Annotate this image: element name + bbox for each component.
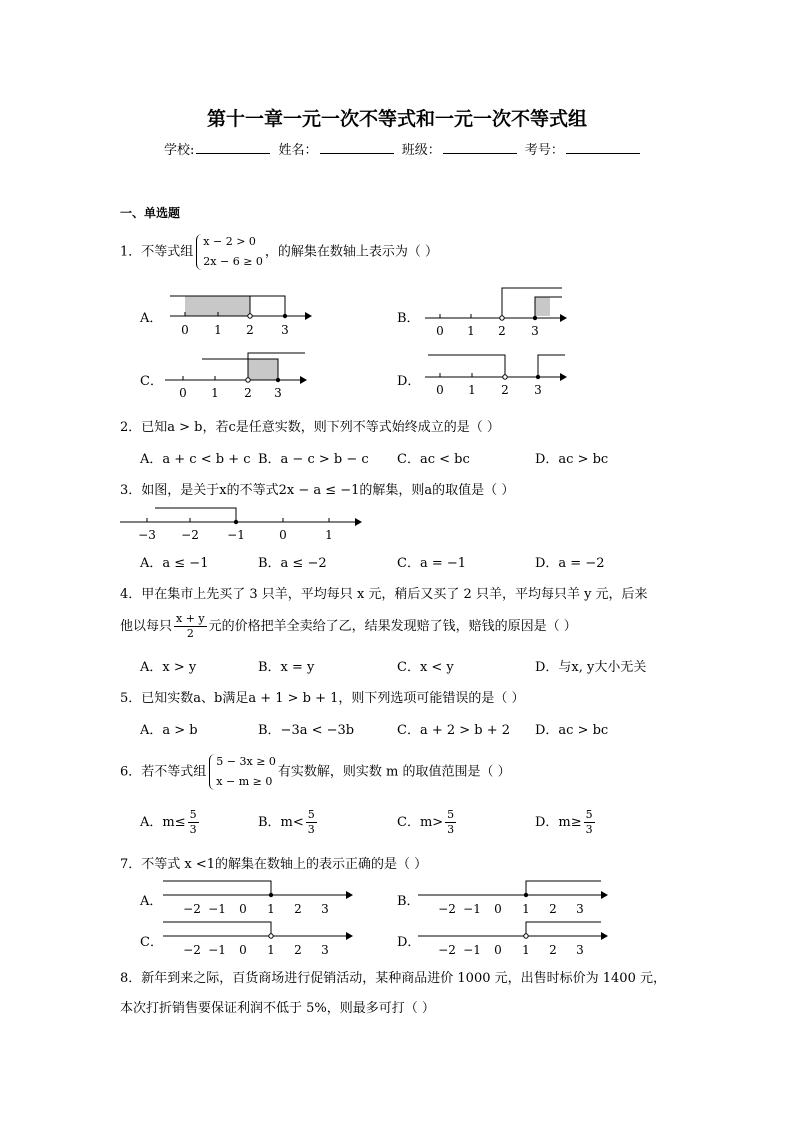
q1a-solid-point [283, 314, 287, 318]
tick-label: 2 [498, 324, 506, 338]
tick-label: 3 [576, 943, 584, 957]
tick-label: 1 [467, 324, 475, 338]
tick-label: 3 [534, 383, 542, 397]
q7b-number-line [415, 878, 615, 918]
class-label: 班级： [401, 143, 441, 158]
numerator: 5 [307, 808, 315, 821]
q3-solid-point [234, 520, 238, 524]
q2-option-c[interactable]: C．ac < bc [397, 452, 470, 467]
q6-b-label: B．m< [258, 815, 304, 830]
tick-label: 1 [211, 386, 219, 400]
exam-no-field[interactable] [566, 141, 640, 154]
q1-system [195, 232, 263, 272]
tick-label: 0 [179, 386, 187, 400]
question-1 [120, 232, 438, 272]
q7a-number-line [160, 878, 360, 918]
q6-stem-post: 有实数解，则实数 m 的取值范围是（ ） [277, 764, 511, 780]
tick-label: 2 [244, 386, 252, 400]
tick-label: 2 [549, 943, 557, 957]
tick-label: 2 [294, 902, 302, 916]
fraction [188, 808, 199, 837]
school-field[interactable] [196, 141, 270, 154]
q1-option-b[interactable]: B． [397, 311, 420, 326]
tick-label: −1 [463, 943, 481, 957]
q6-system-line1: 5 − 3x ≥ 0 [216, 755, 276, 768]
tick-label: 0 [239, 943, 247, 957]
q1a-open-point [248, 314, 252, 318]
q1-option-a[interactable]: A． [140, 311, 163, 326]
tick-label: 0 [436, 324, 444, 338]
tick-label: −2 [181, 528, 199, 542]
q4-fraction [174, 612, 207, 641]
q4-pre: 他以每只 [120, 619, 173, 634]
q7c-number-line [160, 919, 360, 959]
fraction [306, 808, 317, 837]
tick-label: −1 [463, 902, 481, 916]
q6-system-line2: x − m ≥ 0 [216, 775, 273, 788]
tick-label: 1 [214, 323, 222, 337]
q6-c-label: C．m> [397, 815, 444, 830]
tick-label: 3 [321, 943, 329, 957]
q1-system-line2: 2x − 6 ≥ 0 [203, 255, 263, 268]
tick-label: 0 [181, 323, 189, 337]
denominator: 3 [307, 823, 315, 836]
tick-label: 1 [325, 528, 333, 542]
q5-option-a[interactable]: A．a > b [140, 723, 198, 738]
q3-option-b[interactable]: B．a ≤ −2 [258, 556, 327, 571]
q3-option-a[interactable]: A．a ≤ −1 [140, 556, 209, 571]
tick-label: −3 [138, 528, 156, 542]
q6-option-d[interactable] [535, 808, 597, 837]
q4-numerator: x + y [176, 612, 205, 625]
q4-post: 元的价格把羊全卖给了乙，结果发现赔了钱，赔钱的原因是（ ） [208, 619, 577, 634]
tick-label: 2 [549, 902, 557, 916]
school-label: 学校: [164, 143, 195, 158]
q4-option-a[interactable]: A．x > y [140, 660, 197, 675]
question-7: 7．不等式 x <1的解集在数轴上的表示正确的是（ ） [120, 857, 428, 872]
tick-label: −1 [208, 943, 226, 957]
q1a-number-line [150, 283, 320, 338]
q7-option-b[interactable]: B． [397, 894, 420, 909]
tick-label: −2 [183, 943, 201, 957]
tick-label: 1 [522, 902, 530, 916]
question-8-line2: 本次打折销售要保证利润不低于 5%，则最多可打（ ） [120, 1001, 435, 1016]
q1d-number-line [410, 347, 580, 402]
question-4-line1: 4．甲在集市上先买了 3 只羊，平均每只 x 元，稍后又买了 2 只羊，平均每只羊 y 元，后来 [120, 587, 648, 602]
question-3: 3．如图，是关于x的不等式2x − a ≤ −1的解集，则a的取值是（ ） [120, 483, 515, 498]
tick-label: −2 [438, 902, 456, 916]
q3-option-d[interactable]: D．a = −2 [535, 556, 605, 571]
tick-label: 3 [274, 386, 282, 400]
q6-option-a[interactable] [140, 808, 201, 837]
q4-option-b[interactable]: B．x = y [258, 660, 315, 675]
name-field[interactable] [320, 141, 394, 154]
q4-option-d[interactable]: D．与x, y大小无关 [535, 660, 647, 675]
tick-label: 0 [279, 528, 287, 542]
student-info [164, 139, 644, 158]
q1-stem-post: ，的解集在数轴上表示为（ ） [264, 244, 439, 260]
q1a-arrow [305, 312, 312, 320]
class-field[interactable] [443, 141, 517, 154]
q1-option-d[interactable]: D． [397, 374, 421, 389]
q3-bracket-line [155, 508, 236, 522]
q6-option-c[interactable] [397, 808, 458, 837]
q6-system [208, 752, 276, 792]
q1b-shaded-region [535, 297, 550, 316]
fraction [584, 808, 595, 837]
numerator: 5 [447, 808, 455, 821]
q1b-number-line [410, 283, 580, 338]
tick-label: 3 [531, 324, 539, 338]
tick-label: 2 [501, 383, 509, 397]
q1-stem-pre: 1．不等式组 [120, 244, 194, 260]
tick-label: −2 [438, 943, 456, 957]
q7-option-d[interactable]: D． [397, 935, 421, 950]
question-2: 2．已知a > b，若c是任意实数，则下列不等式始终成立的是（ ） [120, 420, 500, 435]
tick-label: 0 [436, 383, 444, 397]
q3-option-c[interactable]: C．a = −1 [397, 556, 467, 571]
question-8-line1: 8．新年到来之际，百货商场进行促销活动，某种商品进价 1000 元，出售时标价为 1400 元， [120, 971, 666, 986]
q2-option-b[interactable]: B．a − c > b − c [258, 452, 369, 467]
q1c-number-line [150, 347, 320, 402]
tick-label: 1 [267, 902, 275, 916]
q7d-number-line [415, 919, 615, 959]
q3-number-line [120, 500, 370, 545]
tick-label: 3 [281, 323, 289, 337]
tick-label: −2 [183, 902, 201, 916]
q2-option-d[interactable]: D．ac > bc [535, 452, 609, 467]
q2-option-a[interactable]: A．a + c < b + c [140, 452, 251, 467]
q6-a-label: A．m≤ [140, 815, 186, 830]
q6-stem-pre: 6．若不等式组 [120, 764, 207, 780]
tick-label: 2 [246, 323, 254, 337]
tick-label: 0 [494, 902, 502, 916]
tick-label: 1 [267, 943, 275, 957]
tick-label: 1 [522, 943, 530, 957]
q6-option-b[interactable] [258, 808, 319, 837]
q5-option-b[interactable]: B．−3a < −3b [258, 723, 355, 738]
name-label: 姓名： [278, 143, 318, 158]
section-heading: 一、单选题 [120, 206, 181, 220]
question-4-line2 [120, 612, 577, 641]
numerator: 5 [189, 808, 197, 821]
q1-system-line1: x − 2 > 0 [203, 235, 256, 248]
q6-d-label: D．m≥ [535, 815, 582, 830]
question-6 [120, 752, 511, 792]
q1-option-c[interactable]: C． [140, 374, 163, 389]
exam-no-label: 考号： [524, 143, 564, 158]
denominator: 3 [189, 823, 197, 836]
q7-option-a[interactable]: A． [140, 894, 163, 909]
numerator: 5 [585, 808, 593, 821]
tick-label: 0 [494, 943, 502, 957]
fraction [445, 808, 456, 837]
denominator: 3 [447, 823, 455, 836]
page-title: 第十一章一元一次不等式和一元一次不等式组 [206, 108, 587, 130]
question-5: 5．已知实数a、b满足a + 1 > b + 1，则下列选项可能错误的是（ ） [120, 691, 525, 706]
q4-option-c[interactable]: C．x < y [397, 660, 454, 675]
q7-option-c[interactable]: C． [140, 935, 163, 950]
tick-label: −1 [208, 902, 226, 916]
tick-label: −1 [227, 528, 245, 542]
tick-label: 0 [239, 902, 247, 916]
tick-label: 2 [294, 943, 302, 957]
q5-option-d[interactable]: D．ac > bc [535, 723, 609, 738]
q1b-bracket-upper [502, 288, 562, 316]
tick-label: 3 [576, 902, 584, 916]
denominator: 3 [585, 823, 593, 836]
tick-label: 1 [468, 383, 476, 397]
tick-label: 3 [321, 902, 329, 916]
q1c-shaded-region [248, 359, 278, 380]
q4-denominator: 2 [186, 627, 194, 640]
q5-option-c[interactable]: C．a + 2 > b + 2 [397, 723, 511, 738]
